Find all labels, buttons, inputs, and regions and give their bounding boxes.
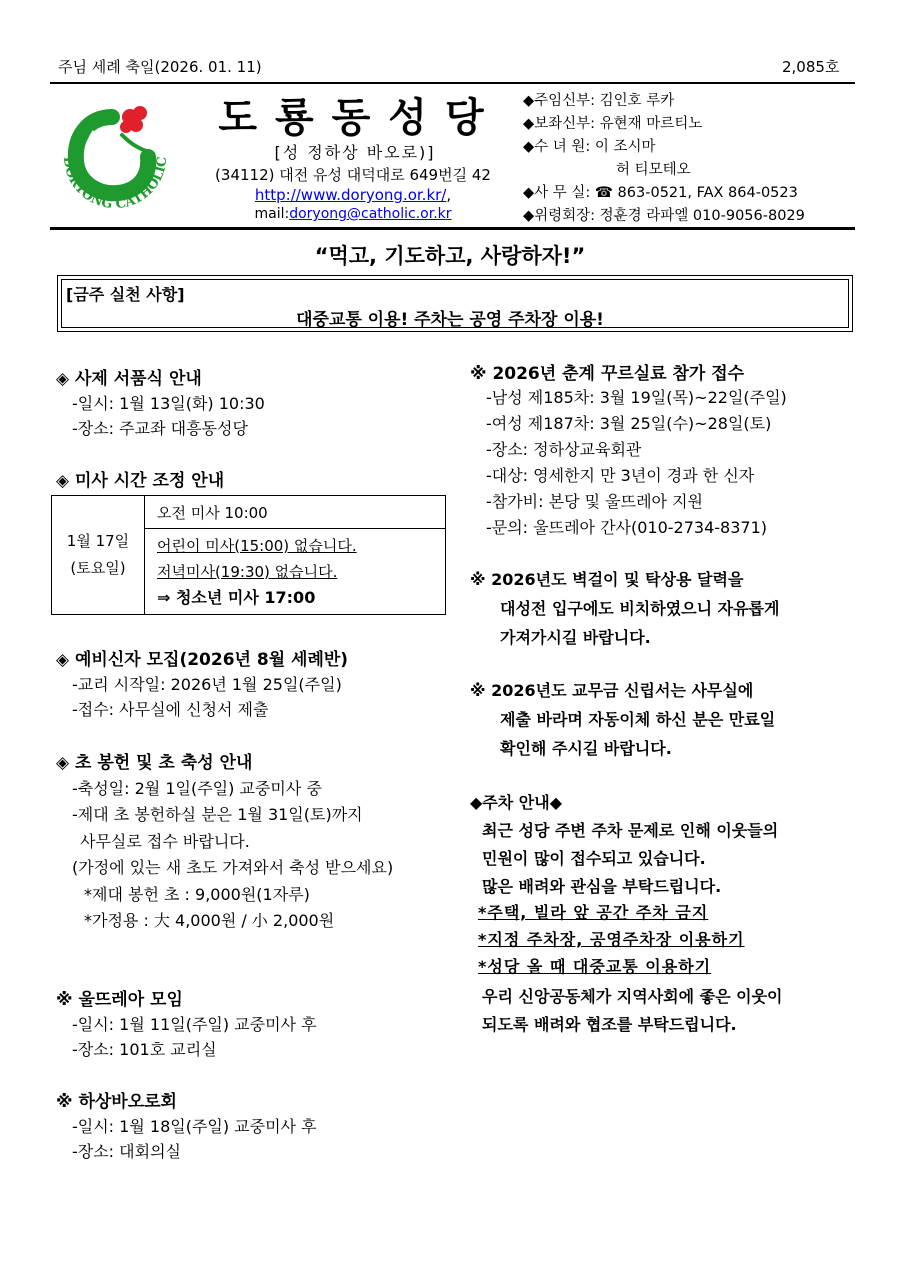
ultreya-title: ※ 울뜨레아 모임 (56, 990, 183, 1010)
mass-day: (토요일) (70, 559, 126, 577)
cursillo-women: -여성 제187차: 3월 25일(수)~28일(토) (486, 414, 772, 433)
candle-line-4: (가정에 있는 새 초도 가져와서 축성 받으세요) (72, 858, 394, 877)
hasang-place: -장소: 대회의실 (72, 1142, 181, 1161)
parking-rule-2: *지정 주차장, 공영주차장 이용하기 (478, 930, 745, 949)
cursillo-men: -남성 제185차: 3월 19일(목)~22일(주일) (486, 388, 787, 407)
mail-link[interactable]: doryong@catholic.or.kr (289, 206, 452, 222)
website-line (198, 186, 508, 204)
calendar-line-2: 대성전 입구에도 비치하였으니 자유롭게 (500, 599, 780, 618)
parking-closing-1: 우리 신앙공동체가 지역사회에 좋은 이웃이 (482, 987, 783, 1006)
parish-name: 도룡동성당 (218, 95, 502, 141)
cursillo-contact: -문의: 울뜨레아 간사(010-2734-8371) (486, 518, 767, 537)
tithe-line-3: 확인해 주시길 바랍니다. (500, 739, 672, 758)
ordination-place: -장소: 주교좌 대흥동성당 (72, 419, 248, 438)
mass-schedule-table (51, 495, 446, 615)
ultreya-date: -일시: 1월 11일(주일) 교중미사 후 (72, 1015, 317, 1034)
candle-title: ◈ 초 봉헌 및 초 축성 안내 (56, 753, 253, 773)
staff-office: ◆사 무 실: ☎ 863-0521, FAX 864-0523 (523, 185, 798, 201)
patron-saint: [성 정하상 바오로)] (274, 143, 436, 162)
feast-date: 주님 세례 축일(2026. 01. 11) (58, 58, 262, 76)
candle-price-altar: *제대 봉헌 초 : 9,000원(1자루) (84, 885, 310, 904)
cursillo-place: -장소: 정하상교육회관 (486, 440, 642, 459)
tithe-line-2: 제출 바라며 자동이체 하신 분은 만료일 (500, 710, 776, 729)
youth-mass: ⇒ 청소년 미사 17:00 (157, 587, 316, 607)
ultreya-place: -장소: 101호 교리실 (72, 1040, 217, 1059)
catechumen-apply: -접수: 사무실에 신청서 제출 (72, 700, 269, 719)
evening-mass-cancel: 저녁미사(19:30) 없습니다. (157, 562, 338, 581)
top-divider (50, 82, 855, 84)
calendar-line-1: ※ 2026년도 벽걸이 및 탁상용 달력을 (470, 570, 744, 589)
ordination-title: ◈ 사제 서품식 안내 (56, 369, 202, 389)
parking-closing-2: 되도록 배려와 협조를 부탁드립니다. (482, 1015, 737, 1034)
calendar-line-3: 가져가시길 바랍니다. (500, 628, 651, 647)
kids-mass-cancel: 어린이 미사(15:00) 없습니다. (157, 536, 357, 555)
mass-changes-cell (145, 529, 446, 615)
parking-line-2: 민원이 많이 접수되고 있습니다. (482, 849, 706, 868)
staff-sisters: ◆수 녀 원: 이 조시마 (523, 139, 656, 155)
parking-rule-1: *주택, 빌라 앞 공간 주차 금지 (478, 903, 709, 922)
cursillo-title: ※ 2026년 춘계 꾸르실료 참가 접수 (470, 364, 745, 384)
mail-label: mail: (254, 206, 290, 222)
catechumen-title: ◈ 예비신자 모집(2026년 8월 세례반) (56, 650, 349, 670)
parking-line-1: 최근 성당 주변 주차 문제로 인해 이웃들의 (482, 821, 779, 840)
candle-line-2: -제대 초 봉헌하실 분은 1월 31일(토)까지 (72, 805, 363, 824)
candle-line-1: -축성일: 2월 1일(주일) 교중미사 중 (72, 779, 322, 798)
website-link[interactable]: http://www.doryong.or.kr/ (254, 186, 447, 204)
mass-date-cell (52, 496, 145, 615)
mass-date: 1월 17일 (66, 532, 130, 550)
address: (34112) 대전 유성 대덕대로 649번길 42 (215, 166, 491, 184)
mail-line (198, 206, 508, 222)
header-divider (50, 227, 855, 230)
parking-rule-3: *성당 올 때 대중교통 이용하기 (478, 957, 712, 976)
morning-mass-cell (145, 496, 446, 529)
staff-pastor: ◆주임신부: 김인호 루카 (523, 93, 675, 109)
hasang-date: -일시: 1월 18일(주일) 교중미사 후 (72, 1117, 317, 1136)
cursillo-target: -대상: 영세한지 만 3년이 경과 한 신자 (486, 466, 755, 485)
staff-sisters-2: 허 티모테오 (616, 162, 691, 178)
issue-number: 2,085호 (782, 58, 840, 76)
parking-title: ◆주차 안내◆ (470, 793, 563, 812)
catechumen-start: -교리 시작일: 2026년 1월 25일(주일) (72, 675, 342, 694)
morning-mass: 오전 미사 10:00 (157, 503, 268, 522)
practice-text: 대중교통 이용! 주차는 공영 주차장 이용! (296, 310, 604, 330)
staff-assistant: ◆보좌신부: 유현재 마르티노 (523, 116, 703, 132)
mass-schedule-title: ◈ 미사 시간 조정 안내 (56, 471, 225, 491)
tithe-line-1: ※ 2026년도 교무금 신립서는 사무실에 (470, 681, 754, 700)
motto: “먹고, 기도하고, 사랑하자!” (314, 244, 586, 268)
logo-text: DORYONG CATHOLIC (59, 155, 171, 213)
cursillo-fee: -참가비: 본당 및 울뜨레아 지원 (486, 492, 703, 511)
practice-label: [금주 실천 사항] (66, 285, 185, 304)
staff-list (523, 90, 805, 228)
parish-logo (50, 95, 180, 225)
hasang-title: ※ 하상바오로회 (56, 1092, 177, 1112)
candle-price-home: *가정용 : 大 4,000원 / 小 2,000원 (84, 911, 335, 930)
ordination-date: -일시: 1월 13일(화) 10:30 (72, 394, 265, 413)
website-suffix: , (446, 186, 452, 204)
staff-funeral: ◆위령회장: 정훈경 라파엘 010-9056-8029 (523, 208, 805, 224)
parking-line-3: 많은 배려와 관심을 부탁드립니다. (482, 877, 722, 896)
candle-line-3: 사무실로 접수 바랍니다. (80, 832, 250, 851)
